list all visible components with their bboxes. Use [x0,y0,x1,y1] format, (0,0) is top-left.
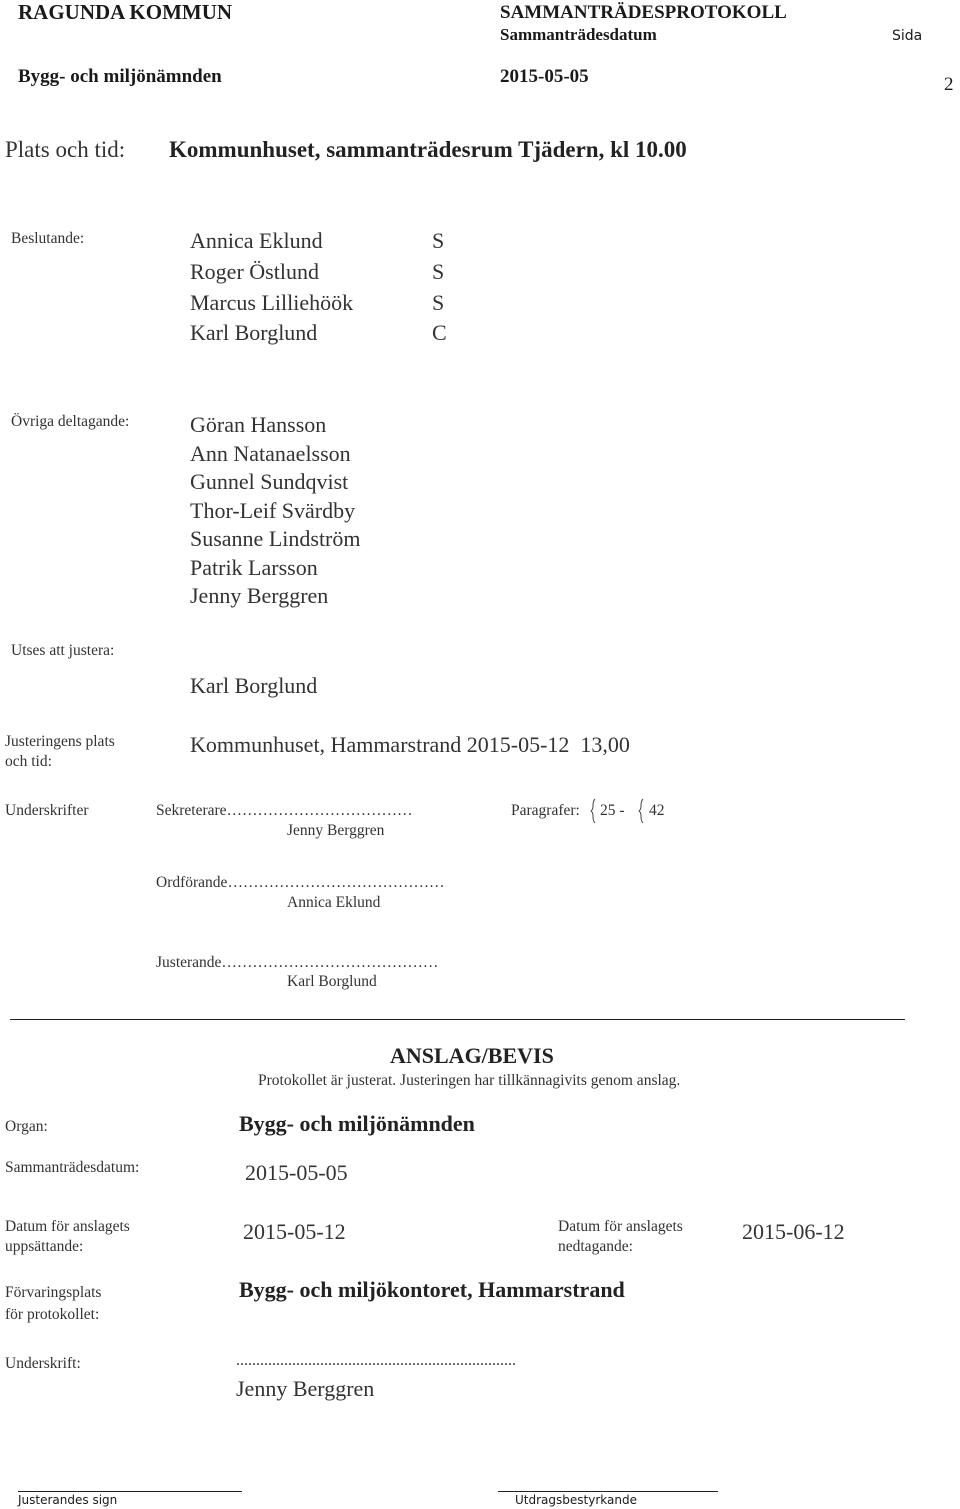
storage-label-line1: Förvaringsplats [5,1284,102,1301]
storage-label-line2: för protokollet: [5,1306,100,1323]
participant-name: Thor-Leif Svärdby [190,498,356,523]
bracket-icon [588,798,598,824]
chair-name: Annica Eklund [287,894,381,911]
signature-name: Jenny Berggren [236,1376,375,1401]
section-divider [10,1019,905,1020]
paragraphs-to: 42 [649,802,665,819]
participant-name: Göran Hansson [190,412,327,437]
organ-label: Organ: [5,1118,48,1135]
footer-line-extract [498,1491,718,1492]
member-name: Roger Östlund [190,259,319,284]
removed-label-line2: nedtagande: [558,1238,633,1255]
decision-makers-label: Beslutande: [11,230,85,247]
participant-name: Patrik Larsson [190,555,318,580]
secretary-signature-line: Sekreterare……………………………… [156,802,413,819]
notice-title: ANSLAG/BEVIS [390,1043,554,1068]
page-number: 2 [944,74,954,95]
participant-name: Susanne Lindström [190,526,361,551]
member-name: Karl Borglund [190,320,318,345]
footer-line-adjusters [18,1491,242,1492]
participant-name: Gunnel Sundqvist [190,469,349,494]
organization-name: RAGUNDA KOMMUN [18,0,233,24]
adjusters-sign-label: Justerandes sign [18,1493,118,1507]
participant-name: Jenny Berggren [190,583,329,608]
removed-label-line1: Datum för anslagets [558,1218,683,1235]
protocol-title: SAMMANTRÄDESPROTOKOLL [500,2,787,23]
adjustment-label-line2: och tid: [5,753,52,770]
adjuster-signature-line: Justerande…………………………………… [156,954,439,971]
meeting-date-label: Sammanträdesdatum [500,25,657,44]
member-party: C [432,320,447,345]
meeting-date: 2015-05-05 [500,66,589,87]
notice-meeting-date-value: 2015-05-05 [245,1160,348,1185]
posted-label-line2: uppsättande: [5,1238,84,1255]
adjustment-value: Kommunhuset, Hammarstrand 2015-05-12 13,00 [190,732,630,757]
secretary-name: Jenny Berggren [287,822,385,839]
paragraphs-from: 25 - [600,802,625,819]
extract-certification-label: Utdragsbestyrkande [515,1493,637,1507]
notice-text: Protokollet är justerat. Justeringen har tillkännagivits genom anslag. [258,1072,681,1089]
signature-dots: ...................................................................... [236,1352,516,1369]
adjustment-label-line1: Justeringens plats [5,733,115,750]
chair-signature-line: Ordförande…………………………………… [156,874,445,891]
place-label: Plats och tid: [5,137,126,162]
removed-date-value: 2015-06-12 [742,1219,845,1244]
adjuster-label: Utses att justera: [11,642,115,659]
signature-label: Underskrift: [5,1355,81,1372]
bracket-icon [636,798,646,824]
member-party: S [432,228,445,253]
notice-meeting-date-label: Sammanträdesdatum: [5,1159,140,1176]
posted-label-line1: Datum för anslagets [5,1218,130,1235]
storage-value: Bygg- och miljökontoret, Hammarstrand [239,1277,625,1302]
signatures-label: Underskrifter [5,802,89,819]
member-party: S [432,290,445,315]
committee-name: Bygg- och miljönämnden [18,66,222,87]
participant-name: Ann Natanaelsson [190,441,351,466]
other-participants-label: Övriga deltagande: [11,413,130,430]
member-party: S [432,259,445,284]
page-label: Sida [892,28,923,44]
place-value: Kommunhuset, sammanträdesrum Tjädern, kl 10.00 [169,137,687,162]
organ-value: Bygg- och miljönämnden [239,1111,475,1136]
paragraphs-label: Paragrafer: [511,802,580,819]
adjuster-name: Karl Borglund [190,673,318,698]
member-name: Annica Eklund [190,228,323,253]
member-name: Marcus Lilliehöök [190,290,354,315]
adjuster-signature-name: Karl Borglund [287,973,377,990]
posted-date-value: 2015-05-12 [243,1219,346,1244]
